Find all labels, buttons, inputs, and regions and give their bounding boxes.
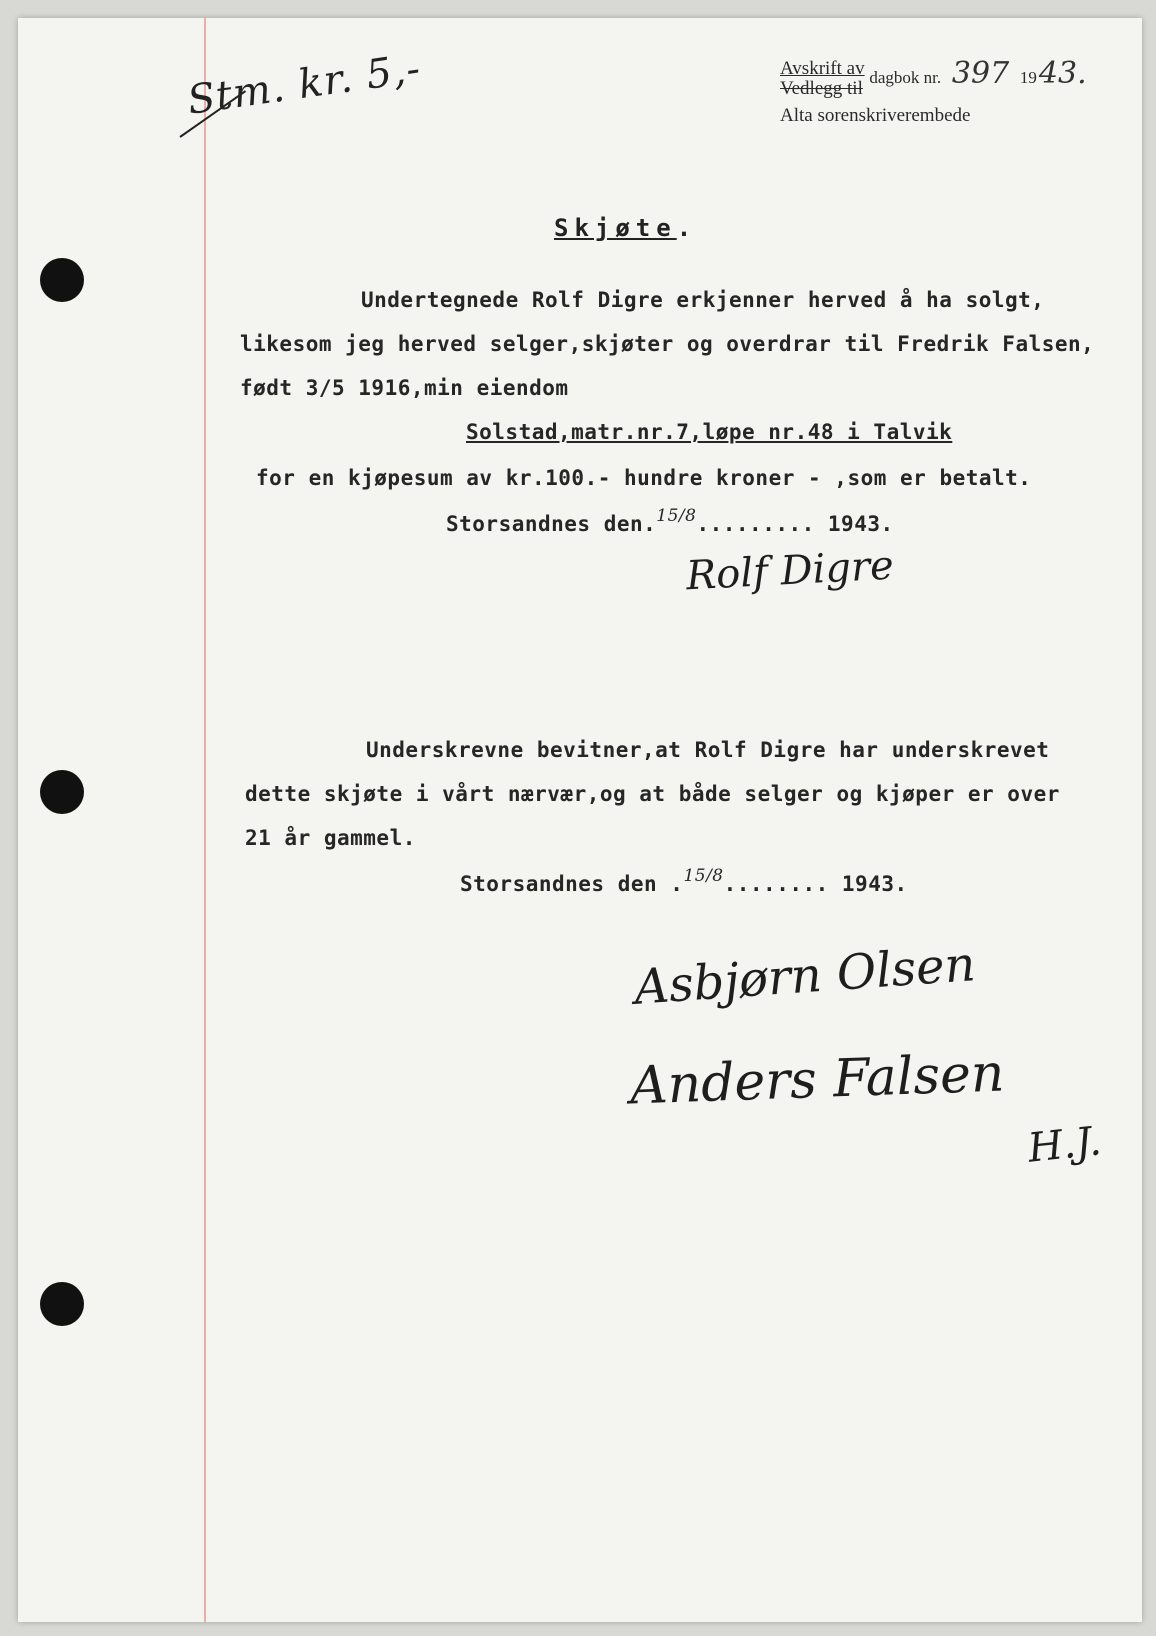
- registry-stamp: [780, 56, 1093, 127]
- stamp-year-prefix: 19: [1019, 68, 1037, 87]
- document-page: [18, 18, 1142, 1622]
- stamp-dagbok: dagbok nr.: [869, 68, 942, 87]
- handwritten-date: 15/8: [683, 866, 724, 886]
- witness-signature-1: Asbjørn Olsen: [632, 936, 978, 1016]
- stamp-number: 397: [951, 56, 1010, 91]
- punch-hole: [40, 1282, 84, 1326]
- text-line: født 3/5 1916,min eiendom: [240, 376, 569, 400]
- initials-signature: H.J.: [1025, 1118, 1104, 1172]
- document-title: Skjøte.: [554, 214, 698, 242]
- punch-hole: [40, 258, 84, 302]
- stamp-avskrift: Avskrift av: [780, 57, 865, 79]
- date-line: Storsandnes den .$^{15/8}$........ 1943.: [460, 866, 908, 896]
- text-line: likesom jeg herved selger,skjøter og overdrar til Fredrik Falsen,: [240, 332, 1095, 356]
- seller-signature: Rolf Digre: [684, 542, 895, 600]
- witness-signature-2: Anders Falsen: [629, 1043, 1006, 1117]
- stamp-year-suffix: 43.: [1038, 56, 1087, 91]
- fee-note: Stm. kr. 5,-: [184, 45, 424, 124]
- margin-line: [204, 18, 206, 1622]
- text-line: Underskrevne bevitner,at Rolf Digre har underskrevet: [366, 738, 1050, 762]
- property-line: Solstad,matr.nr.7,løpe nr.48 i Talvik: [466, 420, 953, 444]
- punch-hole: [40, 770, 84, 814]
- stamp-office: Alta sorenskriverembede: [780, 104, 971, 126]
- text-line: for en kjøpesum av kr.100.- hundre kroner - ,som er betalt.: [256, 466, 1032, 490]
- text-line: dette skjøte i vårt nærvær,og at både selger og kjøper er over: [245, 782, 1060, 806]
- handwritten-date: 15/8: [656, 506, 697, 526]
- stamp-vedlegg: Vedlegg til: [780, 77, 863, 99]
- text-line: 21 år gammel.: [245, 826, 416, 850]
- date-line: Storsandnes den.$^{15/8}$......... 1943.: [446, 506, 894, 536]
- text-line: Undertegnede Rolf Digre erkjenner herved å ha solgt,: [361, 288, 1045, 312]
